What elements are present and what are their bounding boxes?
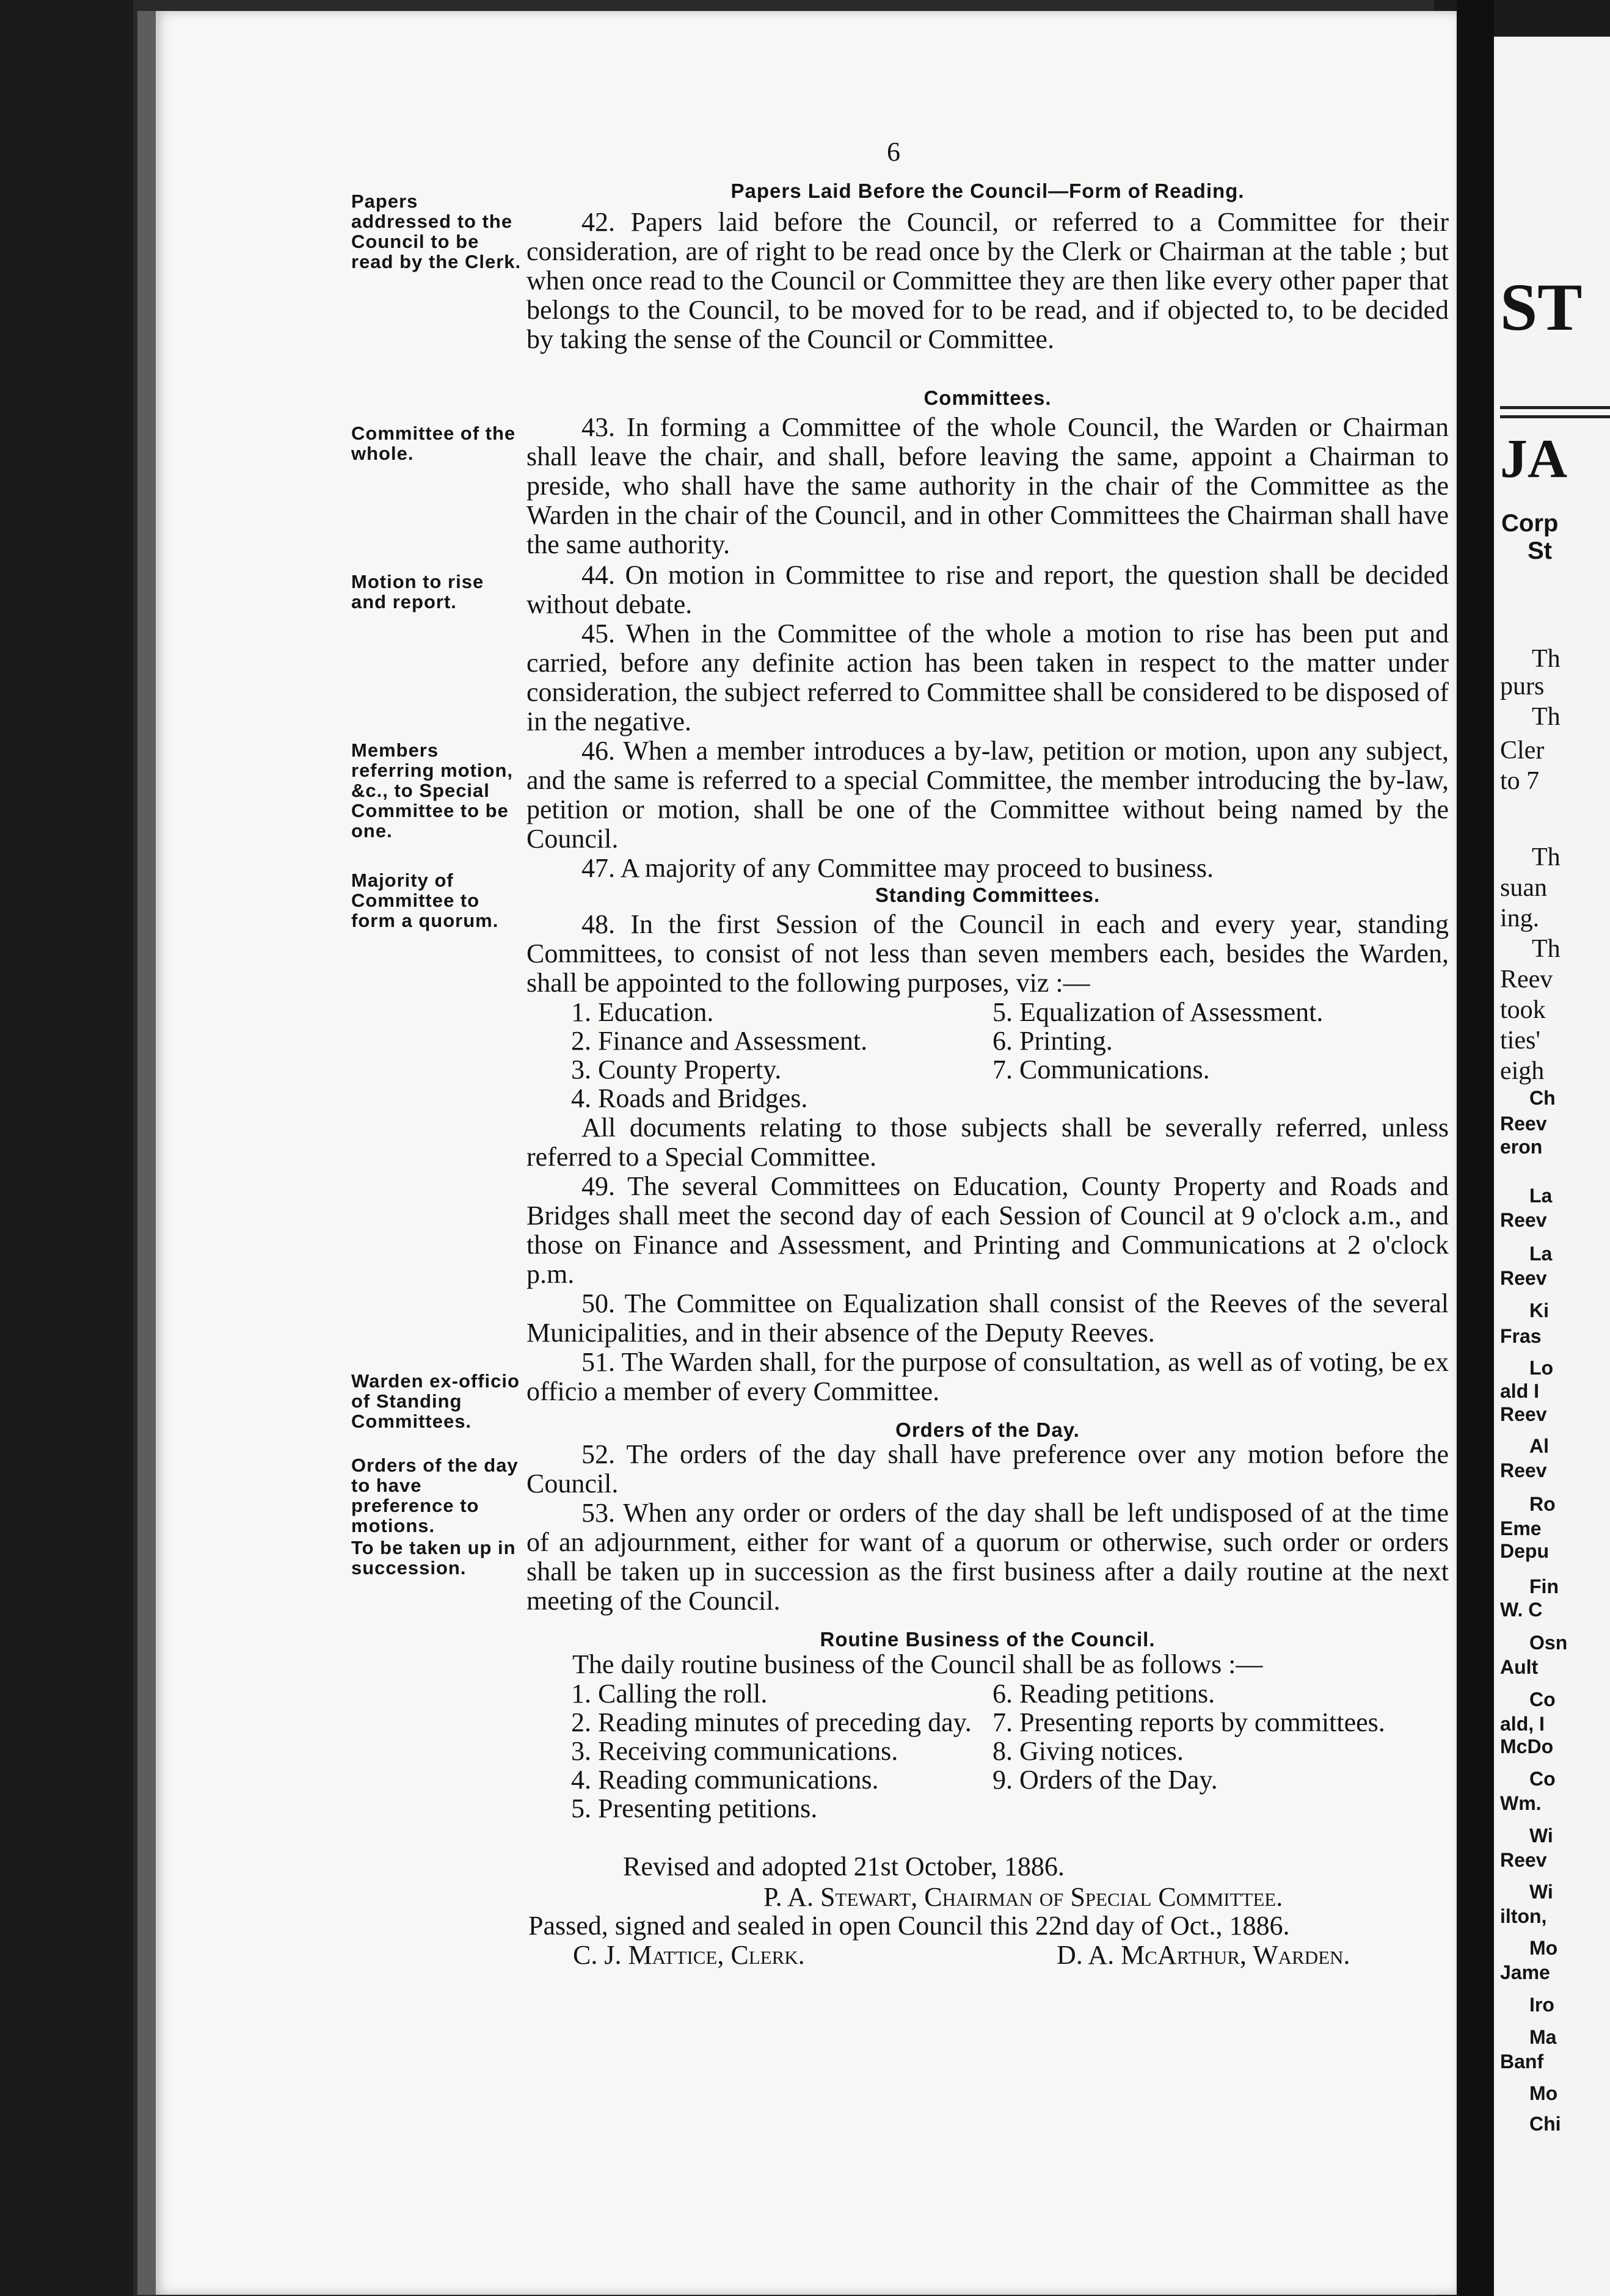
margin-note-majority: Majority of Committee to form a quorum.: [351, 870, 499, 931]
adjacent-fragment: Cler: [1500, 736, 1545, 765]
standing-list-left: [571, 998, 993, 1113]
margin-note-members-referring: Members referring motion, &c., to Special Committee to be one.: [351, 739, 514, 841]
standing-committees-list: [571, 998, 1451, 1113]
adjacent-fragment: Ault: [1500, 1656, 1539, 1678]
margin-note-orders-preference: Orders of the day to have preference to motions.: [351, 1455, 519, 1536]
list-item: 3. County Property.: [571, 1055, 782, 1084]
margin-note-committee-whole: Committee of the whole.: [351, 423, 516, 464]
adjacent-fragment: suan: [1500, 874, 1547, 902]
section-48: 48. In the first Session of the Council in each and every year, standing Committees, to consist of not less than seven members each, besides the Warden, shall be appointed to the following purposes, viz :—: [526, 909, 1449, 998]
adjacent-fragment: Reev: [1500, 1113, 1547, 1135]
adjacent-fragment: Fin: [1529, 1575, 1559, 1597]
section-52: 52. The orders of the day shall have preference over any motion before the Council.: [526, 1439, 1449, 1499]
adjacent-fragment: Ma: [1529, 2026, 1557, 2048]
list-item: 1. Education.: [571, 997, 714, 1027]
adjacent-fragment: Th: [1532, 935, 1561, 963]
adjacent-fragment: Depu: [1500, 1540, 1549, 1562]
adjacent-fragment: ing.: [1500, 904, 1540, 932]
section-49: 49. The several Committees on Education, County Property and Roads and Bridges shall meet the second day of each Session of Council at 9 o'clock a.m., and those on Finance and Assessment, and Printing and Communications at 2 o'clock p.m.: [526, 1171, 1449, 1289]
adjacent-fragment: Lo: [1529, 1357, 1554, 1379]
section-42: 42. Papers laid before the Council, or referred to a Committee for their consideration, are of right to be read once by the Clerk or Chairman at the table ; but when once read to the Council or Committee they are then like every other paper that belongs to the Council, to be moved for to be read, and if objected to, to be decided by taking the sense of the Council or Committee.: [526, 207, 1449, 354]
margin-note-motion-rise: Motion to rise and report.: [351, 571, 484, 612]
list-item: 5. Equalization of Assessment.: [993, 997, 1324, 1027]
adjacent-fragment: McDo: [1500, 1735, 1554, 1757]
adjacent-fragment: purs: [1500, 672, 1545, 700]
adjacent-fragment: Banf: [1500, 2051, 1544, 2073]
adjacent-fragment: Iro: [1529, 1994, 1554, 2016]
list-item: 1. Calling the roll.: [571, 1679, 768, 1709]
routine-business-list: [571, 1679, 1451, 1823]
warden-signature: D. A. McArthur, Warden.: [1057, 1940, 1350, 1970]
revised-line: Revised and adopted 21st October, 1886.: [623, 1851, 1065, 1881]
heading-routine-business: Routine Business of the Council.: [820, 1628, 1156, 1651]
adjacent-fragment: Reev: [1500, 1267, 1547, 1289]
list-item: 6. Reading petitions.: [993, 1679, 1215, 1709]
adjacent-fragment: Reev: [1500, 965, 1553, 994]
adjacent-fragment: Th: [1532, 843, 1561, 871]
adjacent-fragment: Reev: [1500, 1849, 1547, 1871]
adjacent-fragment: ald I: [1500, 1380, 1540, 1402]
adjacent-fragment: Wi: [1529, 1825, 1553, 1847]
adjacent-fragment: Ch: [1529, 1087, 1556, 1109]
adjacent-fragment: Reev: [1500, 1403, 1547, 1425]
list-item: 5. Presenting petitions.: [571, 1793, 818, 1823]
list-item: 8. Giving notices.: [993, 1736, 1184, 1766]
adjacent-fragment: Wm.: [1500, 1792, 1542, 1814]
adjacent-fragment: Corp: [1501, 510, 1559, 537]
adjacent-fragment: Ki: [1529, 1299, 1549, 1321]
page-number: 6: [887, 137, 900, 167]
adjacent-fragment: Mo: [1529, 1937, 1558, 1959]
list-item: 7. Communications.: [993, 1055, 1210, 1084]
adjacent-fragment: La: [1529, 1185, 1553, 1207]
adjacent-fragment: La: [1529, 1243, 1553, 1265]
adjacent-fragment: Eme: [1500, 1517, 1542, 1539]
adjacent-fragment: ilton,: [1500, 1905, 1547, 1927]
heading-standing-committees: Standing Committees.: [875, 884, 1101, 906]
adjacent-fragment: eigh: [1500, 1057, 1545, 1085]
adjacent-fragment: Co: [1529, 1768, 1556, 1790]
book-gutter: [1457, 0, 1494, 2296]
section-46: 46. When a member introduces a by-law, petition or motion, upon any subject, and the same is referred to a special Committee, the member introducing the by-law, petition or motion, shall be one of the Committee without being named by the Council.: [526, 736, 1449, 854]
adjacent-fragment: ties': [1500, 1026, 1540, 1055]
list-item: 4. Roads and Bridges.: [571, 1083, 808, 1113]
adjacent-fragment: took: [1500, 996, 1546, 1024]
routine-list-right: [993, 1679, 1420, 1823]
section-53: 53. When any order or orders of the day shall be left undisposed of at the time of an adjournment, either for want of a quorum or otherwise, such order or orders shall be taken up in succession as the first business after a daily routine at the next meeting of the Council.: [526, 1498, 1449, 1616]
list-item: 9. Orders of the Day.: [993, 1765, 1218, 1795]
list-item: 7. Presenting reports by committees.: [993, 1707, 1385, 1737]
adjacent-fragment: Fras: [1500, 1325, 1542, 1347]
standing-list-right: [993, 998, 1420, 1113]
adjacent-fragment: Wi: [1529, 1881, 1553, 1903]
divider: [1500, 415, 1610, 418]
adjacent-fragment: ald, I: [1500, 1713, 1545, 1735]
section-45: 45. When in the Committee of the whole a motion to rise has been put and carried, before any definite action has been taken in respect to the matter under consideration, the subject referred to Committee shall be considered to be disposed of in the negative.: [526, 619, 1449, 736]
adjacent-fragment: W. C: [1500, 1599, 1543, 1621]
heading-papers: Papers Laid Before the Council—Form of Reading.: [730, 180, 1245, 202]
adjacent-page: [1494, 37, 1610, 2296]
adjacent-fragment: Osn: [1529, 1632, 1568, 1654]
adjacent-fragment: Ro: [1529, 1493, 1556, 1515]
list-item: 4. Reading communications.: [571, 1765, 879, 1795]
adjacent-fragment: Jame: [1500, 1961, 1550, 1983]
adjacent-fragment: JA: [1500, 429, 1567, 489]
adjacent-fragment: Reev: [1500, 1209, 1547, 1231]
section-48-after: All documents relating to those subjects shall be severally referred, unless referred to a Special Committee.: [526, 1113, 1449, 1172]
passed-line: Passed, signed and sealed in open Council this 22nd day of Oct., 1886.: [528, 1911, 1290, 1941]
routine-list-left: [571, 1679, 993, 1823]
margin-note-papers: Papers addressed to the Council to be read by the Clerk.: [351, 191, 522, 272]
heading-committees: Committees.: [923, 387, 1052, 409]
routine-intro: The daily routine business of the Council shall be as follows :—: [572, 1649, 1263, 1679]
margin-note-succession: To be taken up in succession.: [351, 1537, 516, 1579]
clerk-signature: C. J. Mattice, Clerk.: [573, 1940, 805, 1970]
list-item: 2. Reading minutes of preceding day.: [571, 1707, 972, 1737]
section-50: 50. The Committee on Equalization shall consist of the Reeves of the several Municipalities, and in their absence of the Deputy Reeves.: [526, 1288, 1449, 1348]
adjacent-fragment: ST: [1500, 270, 1583, 344]
adjacent-fragment: eron: [1500, 1136, 1543, 1158]
adjacent-fragment: Mo: [1529, 2082, 1558, 2104]
adjacent-fragment: to 7: [1500, 767, 1540, 795]
list-item: 6. Printing.: [993, 1026, 1113, 1056]
margin-note-warden: Warden ex-officio of Standing Committees.: [351, 1370, 520, 1432]
section-44: 44. On motion in Committee to rise and report, the question shall be decided without debate.: [526, 560, 1449, 619]
divider: [1500, 406, 1610, 409]
section-43: 43. In forming a Committee of the whole Council, the Warden or Chairman shall leave the chair, and shall, before leaving the same, appoint a Chairman to preside, who shall have the same authority in the chair of the Committee as the Warden in the chair of the Council, and in other Committees the Chairman shall have the same authority.: [526, 412, 1449, 559]
adjacent-fragment: Th: [1532, 703, 1561, 731]
adjacent-fragment: St: [1528, 537, 1552, 564]
section-51: 51. The Warden shall, for the purpose of consultation, as well as of voting, be ex officio a member of every Committee.: [526, 1347, 1449, 1406]
adjacent-fragment: Chi: [1529, 2113, 1561, 2135]
adjacent-fragment: Al: [1529, 1435, 1549, 1457]
list-item: 3. Receiving communications.: [571, 1736, 898, 1766]
page-edge: [137, 11, 156, 2295]
chairman-signature: P. A. Stewart, Chairman of Special Committee.: [763, 1882, 1283, 1912]
heading-orders-of-the-day: Orders of the Day.: [895, 1419, 1080, 1441]
adjacent-fragment: Th: [1532, 645, 1561, 673]
list-item: 2. Finance and Assessment.: [571, 1026, 868, 1056]
adjacent-fragment: Reev: [1500, 1459, 1547, 1481]
adjacent-fragment: Co: [1529, 1688, 1556, 1710]
section-47: 47. A majority of any Committee may proceed to business.: [581, 853, 1214, 883]
